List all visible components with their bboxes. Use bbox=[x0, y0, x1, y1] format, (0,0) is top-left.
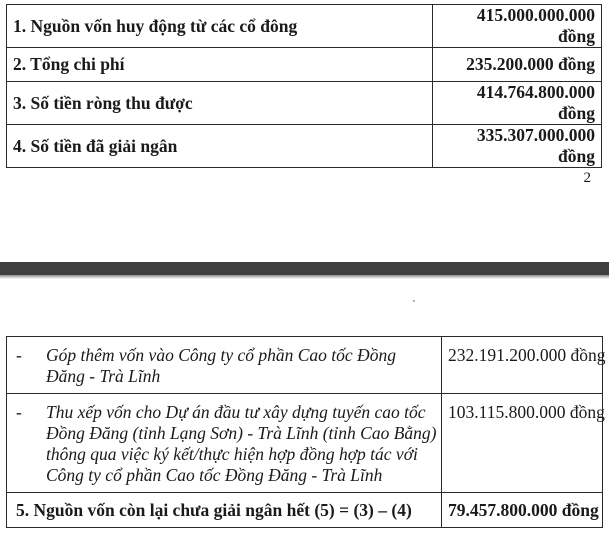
item-amount: 103.115.800.000 đồng bbox=[442, 394, 603, 493]
table-row bbox=[7, 82, 602, 125]
page-break-divider bbox=[0, 262, 609, 275]
item-description: Thu xếp vốn cho Dự án đầu tư xây dựng tuyến cao tốc Đồng Đăng (tỉnh Lạng Sơn) - Trà Lĩnh (tỉnh Cao Bằng) thông qua việc ký kết/thực hiện hợp đồng hợp tác với Công ty cổ phần Cao tốc Đồng Đăng - Trà Lĩnh bbox=[44, 394, 442, 493]
remaining-capital-row bbox=[7, 493, 603, 528]
row-amount: 414.764.800.000 đồng bbox=[433, 82, 602, 125]
disbursement-table bbox=[6, 336, 606, 528]
table-row bbox=[7, 125, 602, 168]
row-label: 4. Số tiền đã giải ngân bbox=[7, 125, 433, 168]
page-number: 2 bbox=[583, 170, 591, 186]
capital-summary-table bbox=[6, 4, 602, 168]
row-label: 2. Tổng chi phí bbox=[7, 48, 433, 82]
row-amount: 415.000.000.000 đồng bbox=[433, 5, 602, 48]
row-label: 1. Nguồn vốn huy động từ các cổ đông bbox=[7, 5, 433, 48]
remaining-amount: 79.457.800.000 đồng bbox=[442, 493, 603, 528]
row-amount: 335.307.000.000 đồng bbox=[433, 125, 602, 168]
item-marker: - bbox=[7, 337, 45, 394]
scan-speck bbox=[413, 300, 415, 302]
row-amount: 235.200.000 đồng bbox=[433, 48, 602, 82]
remaining-label: 5. Nguồn vốn còn lại chưa giải ngân hết (5) = (3) – (4) bbox=[7, 493, 442, 528]
item-marker: - bbox=[7, 394, 45, 493]
row-label: 3. Số tiền ròng thu được bbox=[7, 82, 433, 125]
item-amount: 232.191.200.000 đồng bbox=[442, 337, 603, 394]
table-row bbox=[7, 48, 602, 82]
table-row bbox=[7, 394, 603, 493]
table-row bbox=[7, 5, 602, 48]
table-row bbox=[7, 337, 603, 394]
item-description: Góp thêm vốn vào Công ty cổ phần Cao tốc Đồng Đăng - Trà Lĩnh bbox=[44, 337, 442, 394]
